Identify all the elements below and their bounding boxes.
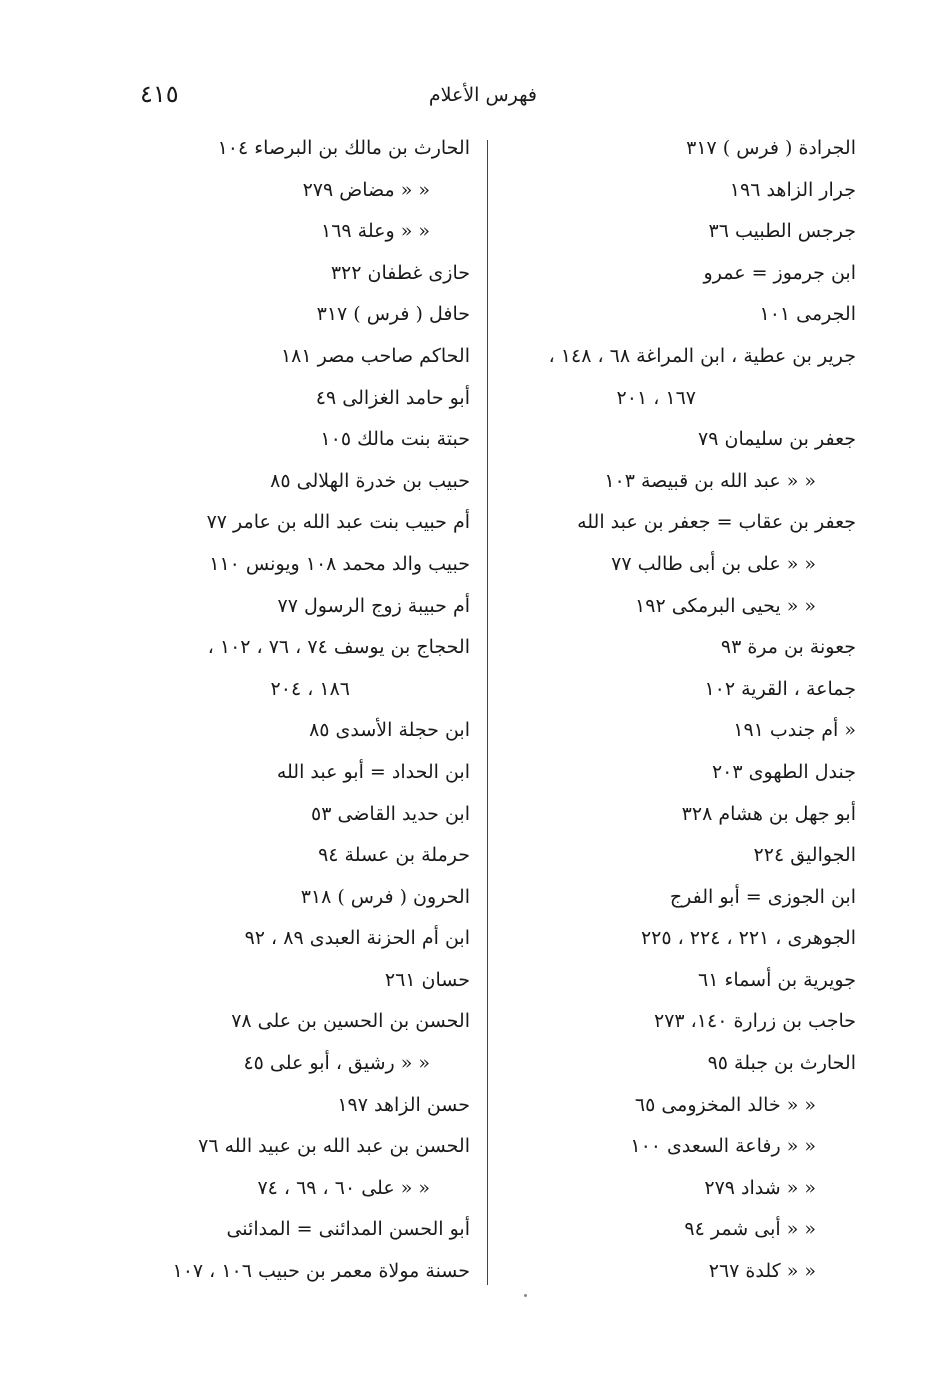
index-entry: الحسن بن عبد الله بن عبيد الله ٧٦ <box>198 1135 470 1158</box>
index-entry: الحسن بن الحسين بن على ٧٨ <box>231 1010 470 1033</box>
index-entry: حبيب بن خدرة الهلالى ٨٥ <box>270 469 470 492</box>
index-entry: حسن الزاهد ١٩٧ <box>337 1093 470 1116</box>
index-entry: حافل ( فرس ) ٣١٧ <box>316 303 470 326</box>
index-entry: الجرادة ( فرس ) ٣١٧ <box>686 137 856 159</box>
index-entry: أبو جهل بن هشام ٣٢٨ <box>681 802 856 825</box>
index-entry: « « يحيى البرمكى ١٩٢ <box>635 594 816 617</box>
index-entry: ابن أم الحزنة العبدى ٨٩ ، ٩٢ <box>244 927 470 950</box>
index-entry: « « رشيق ، أبو على ٤٥ <box>243 1052 430 1075</box>
index-entry: ابن الحداد = أبو عبد الله <box>276 760 470 783</box>
index-entry: جويرية بن أسماء ٦١ <box>697 968 856 991</box>
index-entry: الجرمى ١٠١ <box>759 303 856 326</box>
index-entry: جندل الطهوى ٢٠٣ <box>711 760 856 783</box>
page-title: فهرس الأعلام <box>428 84 537 106</box>
index-column-left <box>120 128 470 1293</box>
index-entry: الحارث بن جبلة ٩٥ <box>707 1052 856 1075</box>
index-entry: جعفر بن سليمان ٧٩ <box>698 428 856 451</box>
index-entry: جعفر بن عقاب = جعفر بن عبد الله <box>577 511 856 534</box>
index-entry: حازى غطفان ٣٢٢ <box>330 261 470 284</box>
index-entry: جماعة ، القرية ١٠٢ <box>704 677 856 700</box>
index-entry: الحجاج بن يوسف ٧٤ ، ٧٦ ، ١٠٢ ، <box>207 636 470 659</box>
printer-mark <box>524 1294 527 1297</box>
index-entry: ابن حديد القاضى ٥٣ <box>311 802 470 825</box>
index-entry: أم حبيبة زوج الرسول ٧٧ <box>277 594 470 617</box>
index-entry: الحارث بن مالك بن البرصاء ١٠٤ <box>217 137 470 159</box>
page-number: ٤١٥ <box>140 80 179 108</box>
index-entry: ١٨٦ ، ٢٠٤ <box>270 677 350 700</box>
index-entry: الحاكم صاحب مصر ١٨١ <box>280 344 470 367</box>
index-entry: ابن الجوزى = أبو الفرج <box>669 885 856 908</box>
index-entry: « « خالد المخزومى ٦٥ <box>634 1093 816 1116</box>
index-entry: « « كلدة ٢٦٧ <box>708 1260 816 1283</box>
index-entry: « « أبى شمر ٩٤ <box>684 1218 816 1241</box>
column-divider <box>487 140 488 1285</box>
index-entry: « « عبد الله بن قبيصة ١٠٣ <box>604 469 816 492</box>
index-entry: حسنة مولاة معمر بن حبيب ١٠٦ ، ١٠٧ <box>172 1260 470 1283</box>
index-entry: حبتة بنت مالك ١٠٥ <box>320 428 470 451</box>
index-entry: ابن جرموز = عمرو <box>703 261 856 284</box>
index-entry: جرار الزاهد ١٩٦ <box>729 178 856 201</box>
index-entry: الجوهرى ، ٢٢١ ، ٢٢٤ ، ٢٢٥ <box>640 927 856 950</box>
index-entry: « « وعلة ١٦٩ <box>321 220 430 243</box>
index-entry: حسان ٢٦١ <box>384 968 470 991</box>
index-entry: حرملة بن عسلة ٩٤ <box>318 844 470 867</box>
index-column-right <box>496 128 856 1293</box>
index-entry: « « شداد ٢٧٩ <box>704 1176 816 1199</box>
index-entry: أبو حامد الغزالى ٤٩ <box>315 386 470 409</box>
index-entry: جرير بن عطية ، ابن المراغة ٦٨ ، ١٤٨ ، <box>548 344 856 367</box>
index-entry: حبيب والد محمد ١٠٨ ويونس ١١٠ <box>209 552 470 575</box>
index-entry: « « على بن أبى طالب ٧٧ <box>611 552 816 575</box>
index-entry: ابن حجلة الأسدى ٨٥ <box>309 719 470 742</box>
index-entry: « « رفاعة السعدى ١٠٠ <box>630 1135 816 1158</box>
index-entry: « « مضاض ٢٧٩ <box>302 178 430 201</box>
index-entry: ١٦٧ ، ٢٠١ <box>616 386 696 409</box>
index-entry: « « على ٦٠ ، ٦٩ ، ٧٤ <box>257 1176 430 1199</box>
index-entry: جعونة بن مرة ٩٣ <box>720 636 856 659</box>
index-entry: الجواليق ٢٢٤ <box>753 844 856 867</box>
index-entry: الحرون ( فرس ) ٣١٨ <box>300 885 470 908</box>
index-entry: « أم جندب ١٩١ <box>733 719 856 742</box>
index-entry: أبو الحسن المدائنى = المدائنى <box>226 1218 470 1241</box>
page-header <box>0 78 932 118</box>
index-entry: حاجب بن زرارة ١٤٠، ٢٧٣ <box>654 1010 856 1033</box>
index-entry: أم حبيب بنت عبد الله بن عامر ٧٧ <box>206 511 470 534</box>
index-entry: جرجس الطبيب ٣٦ <box>708 220 856 243</box>
